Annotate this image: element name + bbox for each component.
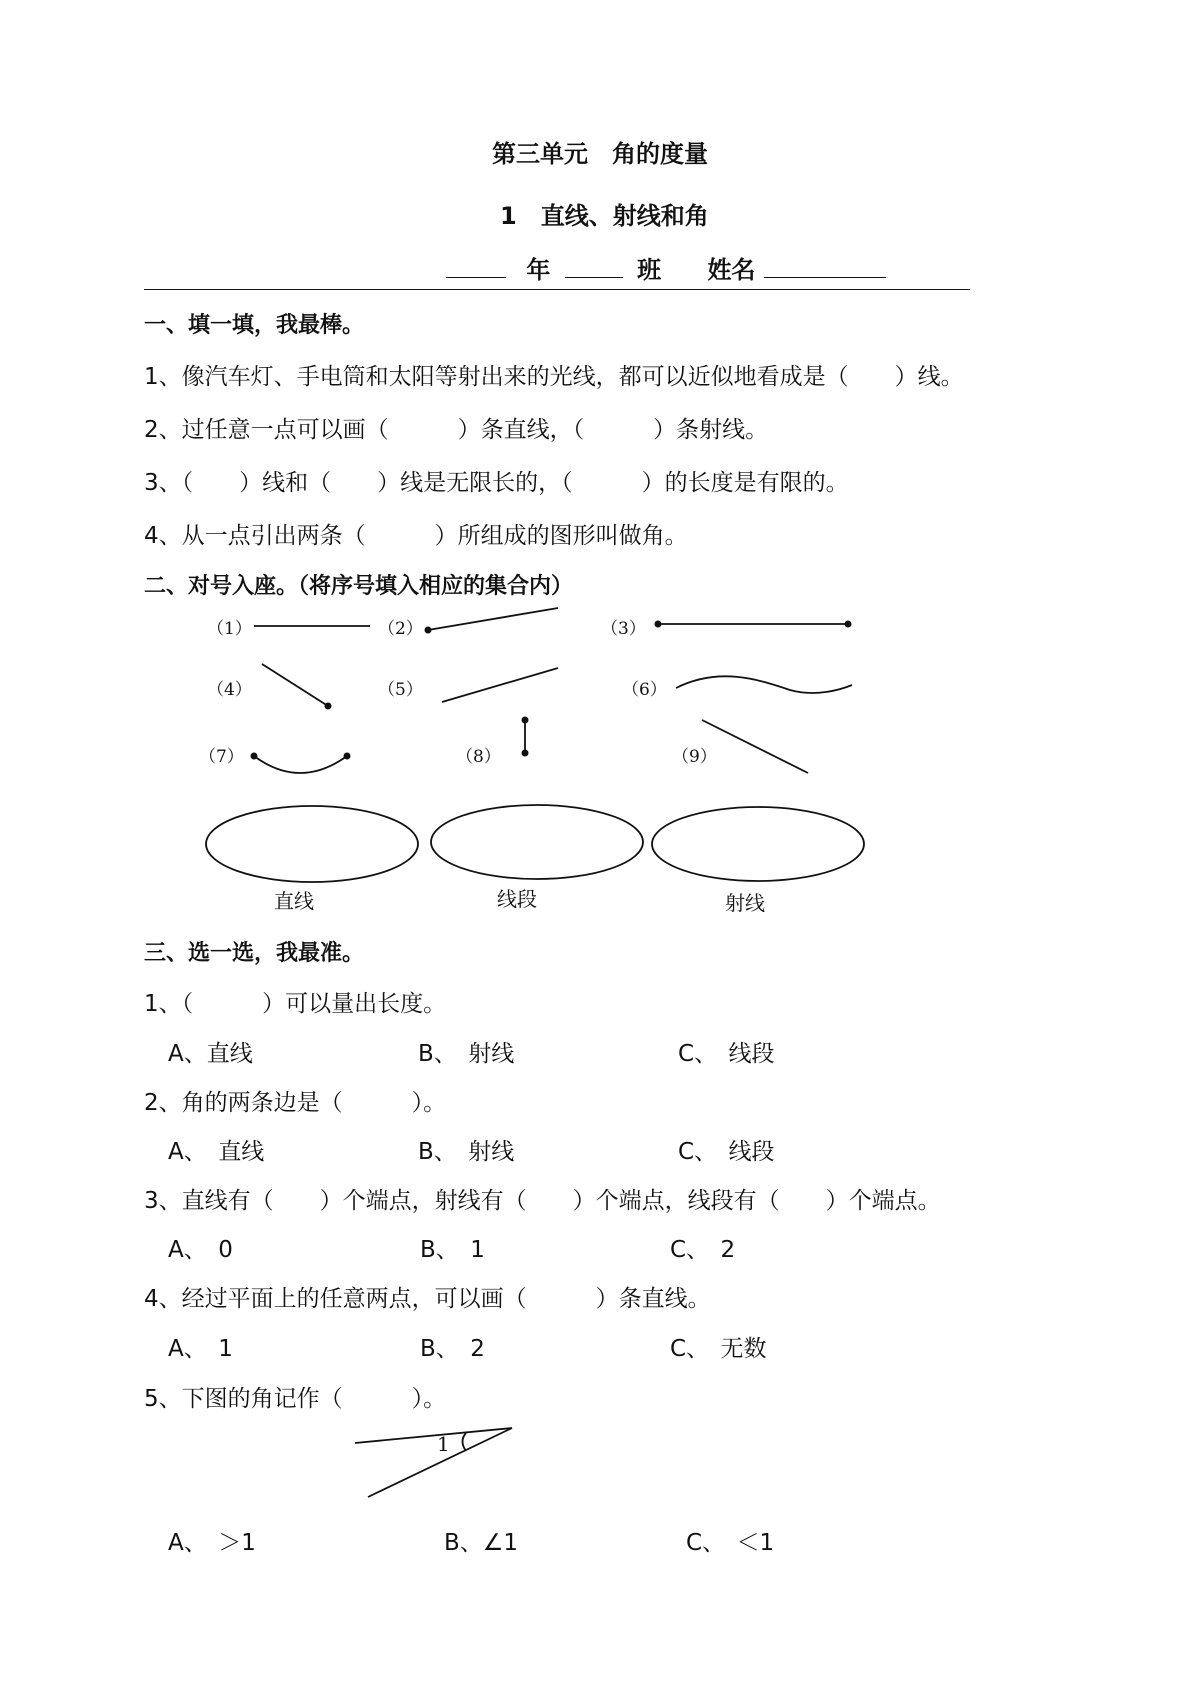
s3-q1-option-c[interactable]: C、 线段 xyxy=(678,1041,775,1067)
s3-q4-option-c[interactable]: C、 无数 xyxy=(670,1336,767,1362)
figure-9-line xyxy=(702,720,808,773)
figure-label-8: （8） xyxy=(456,747,501,767)
figure-7-arc xyxy=(254,756,347,773)
s3-q3-option-a[interactable]: A、 0 xyxy=(168,1237,233,1263)
s3-question-1-stem: 1、（ ）可以量出长度。 xyxy=(144,991,447,1017)
figure-2-ray xyxy=(428,608,558,630)
set-label-ray: 射线 xyxy=(725,891,765,915)
angle-label: 1 xyxy=(437,1432,450,1456)
s1-question-3: 3、（ ）线和（ ）线是无限长的，（ ）的长度是有限的。 xyxy=(144,470,849,496)
figure-label-2: （2） xyxy=(378,619,423,639)
section2-title: 二、对号入座。（将序号填入相应的集合内） xyxy=(144,574,574,599)
figure-7-endpoint-b xyxy=(344,753,351,760)
figure-label-6: （6） xyxy=(622,680,667,700)
s3-question-5-stem: 5、下图的角记作（ ）。 xyxy=(144,1386,447,1412)
figure-label-1: （1） xyxy=(207,619,252,639)
s1-question-2: 2、过任意一点可以画（ ）条直线，（ ）条射线。 xyxy=(144,417,769,443)
section3-title: 三、选一选，我最准。 xyxy=(144,941,365,966)
s3-q5-option-c[interactable]: C、 ＜1 xyxy=(686,1530,775,1556)
lesson-title: 1 直线、射线和角 xyxy=(500,202,709,230)
s3-q1-option-a[interactable]: A、直线 xyxy=(168,1041,253,1067)
section1-title: 一、填一填，我最棒。 xyxy=(144,313,365,338)
s1-question-4: 4、从一点引出两条（ ）所组成的图形叫做角。 xyxy=(144,523,688,549)
figure-6-curve xyxy=(676,676,852,693)
grade-label: 年 xyxy=(526,256,551,284)
set-ellipse-ray xyxy=(652,807,864,881)
set-ellipse-segment xyxy=(431,805,643,879)
name-label: 姓名 xyxy=(707,256,756,284)
s3-q2-option-a[interactable]: A、 直线 xyxy=(168,1139,265,1165)
figure-8-endpoint-b xyxy=(522,750,529,757)
set-label-line: 直线 xyxy=(274,889,314,913)
s3-question-3-stem: 3、直线有（ ）个端点，射线有（ ）个端点，线段有（ ）个端点。 xyxy=(144,1188,941,1214)
figure-label-7: （7） xyxy=(199,747,244,767)
s3-q1-option-b[interactable]: B、 射线 xyxy=(418,1041,515,1067)
s3-q3-option-b[interactable]: B、 1 xyxy=(420,1237,485,1263)
figure-3-endpoint-a xyxy=(655,621,662,628)
s3-q5-option-b[interactable]: B、∠1 xyxy=(444,1530,519,1556)
angle-side-upper xyxy=(355,1428,512,1443)
figure-2-endpoint xyxy=(425,627,432,634)
figure-4-ray xyxy=(262,664,328,706)
figure-label-3: （3） xyxy=(601,619,646,639)
angle-arc xyxy=(463,1433,467,1451)
s3-q4-option-b[interactable]: B、 2 xyxy=(420,1336,485,1362)
figure-label-4: （4） xyxy=(207,680,252,700)
s3-question-2-stem: 2、角的两条边是（ ）。 xyxy=(144,1090,447,1116)
class-label: 班 xyxy=(637,256,662,284)
set-ellipse-line xyxy=(206,806,418,882)
figure-8-endpoint-a xyxy=(522,717,529,724)
s3-q2-option-b[interactable]: B、 射线 xyxy=(418,1139,515,1165)
s3-q2-option-c[interactable]: C、 线段 xyxy=(678,1139,775,1165)
figure-5-line xyxy=(442,668,558,702)
figure-label-9: （9） xyxy=(672,747,717,767)
unit-title: 第三单元 角的度量 xyxy=(492,140,708,168)
s1-question-1: 1、像汽车灯、手电筒和太阳等射出来的光线，都可以近似地看成是（ ）线。 xyxy=(144,364,964,390)
figure-7-endpoint-a xyxy=(251,753,258,760)
figure-label-5: （5） xyxy=(378,680,423,700)
figure-3-endpoint-b xyxy=(845,621,852,628)
s3-question-4-stem: 4、经过平面上的任意两点，可以画（ ）条直线。 xyxy=(144,1286,711,1312)
s3-q3-option-c[interactable]: C、 2 xyxy=(670,1237,736,1263)
figure-4-endpoint xyxy=(325,703,332,710)
s3-q4-option-a[interactable]: A、 1 xyxy=(168,1336,233,1362)
s3-q5-option-a[interactable]: A、 ＞1 xyxy=(168,1530,256,1556)
set-label-segment: 线段 xyxy=(497,887,537,911)
